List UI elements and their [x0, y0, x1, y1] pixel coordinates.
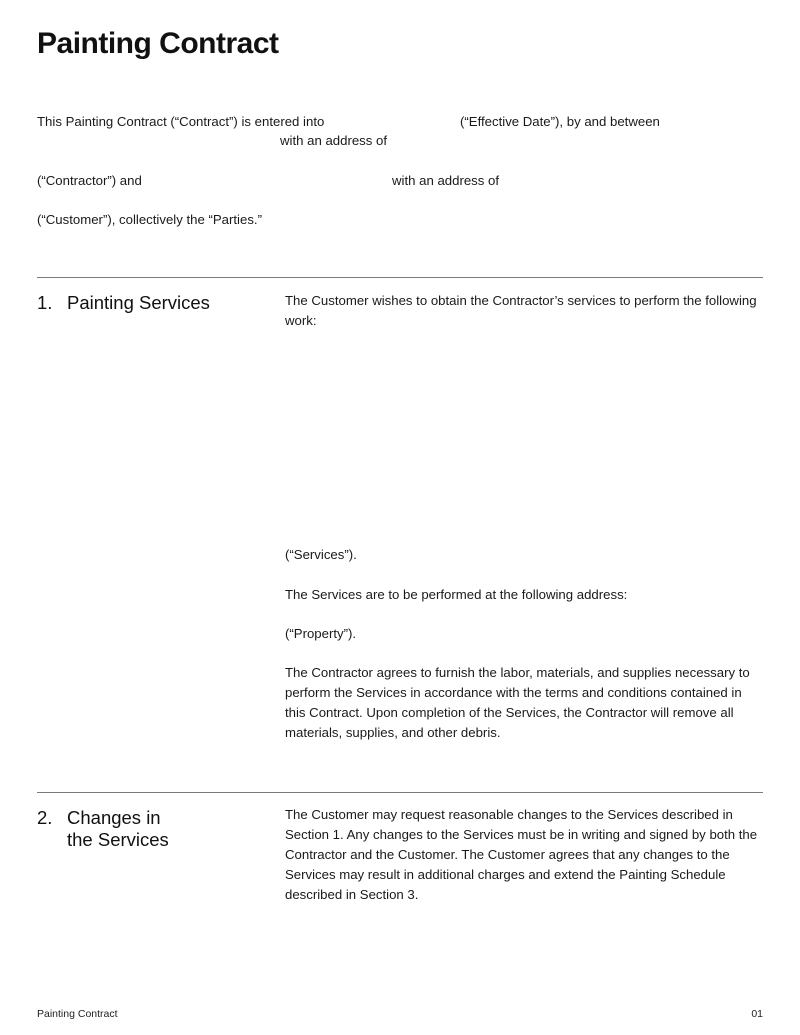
- intro-line-1a: This Painting Contract (“Contract”) is entered into: [37, 114, 325, 129]
- page-number: 01: [751, 1008, 763, 1020]
- section-1-paragraph-1: The Customer wishes to obtain the Contractor’s services to perform the following work:: [285, 293, 757, 328]
- section-2-title-line-1: Changes in: [67, 807, 161, 828]
- section-1-paragraph-3: The Services are to be performed at the following address:: [285, 587, 628, 602]
- page-title: Painting Contract: [37, 27, 279, 60]
- intro-line-1b: (“Effective Date”), by and between: [460, 114, 660, 129]
- section-2-number: 2.: [37, 807, 53, 828]
- intro-line-3a: (“Contractor”) and: [37, 173, 142, 188]
- section-2-paragraph-1: The Customer may request reasonable changes to the Services described in Section 1. Any changes to the Services must be in writing and signed by both the Contractor and the Customer. The Customer agrees that any changes to the Services may result in additional charges and extend the Painting Schedule described in Section 3.: [285, 807, 758, 902]
- intro-line-2: with an address of: [280, 133, 388, 148]
- section-1-title: Painting Services: [67, 292, 210, 313]
- intro-line-4: (“Customer”), collectively the “Parties.”: [37, 212, 262, 227]
- intro-line-3b: with an address of: [392, 173, 500, 188]
- section-2-title-line-2: the Services: [67, 829, 169, 850]
- footer-title: Painting Contract: [37, 1008, 118, 1020]
- section-1-paragraph-2: (“Services”).: [285, 547, 357, 562]
- section-divider: [37, 277, 763, 278]
- section-1-paragraph-4: (“Property”).: [285, 626, 357, 641]
- section-1-number: 1.: [37, 292, 53, 313]
- section-divider: [37, 792, 763, 793]
- section-1-paragraph-5: The Contractor agrees to furnish the labor, materials, and supplies necessary to perform the Services in accordance with the terms and conditions contained in this Contract. Upon completion of the Services, the Contractor will remove all materials, supplies, and other debris.: [285, 665, 750, 740]
